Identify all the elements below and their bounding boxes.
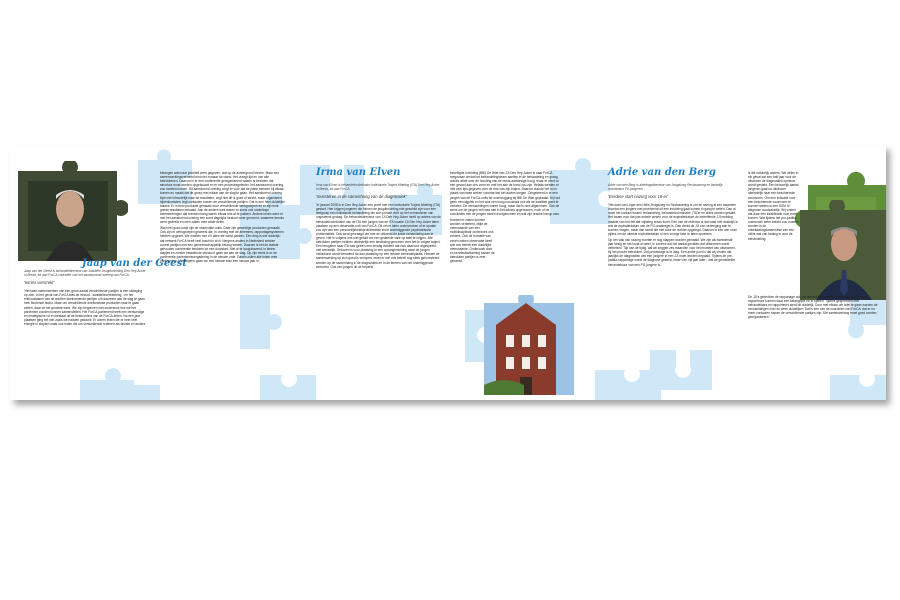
puzzle-piece-icon (240, 295, 282, 349)
column-6-bottom (748, 295, 878, 322)
puzzle-piece-icon (830, 375, 886, 400)
puzzle-piece-icon (80, 368, 134, 400)
puzzle-piece-icon (650, 350, 712, 390)
paragraph: Hoewel er zaken kunnen worden verbeterd, blijkt de meerwaarde van een multidisciplinair onderzoek ons evident. Ook de formatie van zeven weken observatie heeft wat ons betreft een duidelijke meerwaarde. Onderzoek door en kennisuitwisseling tussen de betrokken partijen is zeer gewenst.' (450, 218, 495, 263)
paragraph: 'Het laten samenwerken van een groot aantal verschillende partijen is een uitdaging op zich. In het geval van ForCA was de inhoud - kwaliteitsverbetering - en het enthousiasme van de achtten deelnemende partijen om daarmee aan de slag te gaan heel bindende factor. Maar om verschillende doelbewuste producten naar te gaan zetten, daar zit het grootste werk. We zijn begonnen met onderzoek hoe we het parlement zouden kunnen samenstellen. Het ForCA-parlement heeft een leerkundige en strategische rol en bestaat uit de bestuurders van de ForCA-leden. Na een jaar plaatsen ging het niet zoals we hadden gedacht. Er waren leden die er heel veel energie in stopten maar ook leden die om verschillende redenen als druiste en andere (24, 289, 146, 326)
paragraph: 'Het doel van Leger des Heils Jeugdzorg en Reclassering is om de nazorg al zes maanden voordat een jongere met proefverlof uit een inrichting gaat komen in gang te zetten. Dan al moet het contact tussen reclassering, behandelcoördinator, ITA'er en cliënt worden gestart. Het kwam voor dat pas enkele weken voor de expiratiedatum de betreffende JJI melding maakte van het feit dat vrijlating eraan komt. Eén van de redenen is dat vaak niet duidelijk is wat de expiratiedatum van de PIJ-maatregel is. Dan denkt de JJI een verlenging aan te kunnen vragen, maar dan wordt die niet door de rechter opgelegd. Daarom is één van onze pijlers om de uiterste expiratiedatum in een vroege fase te laten opnemen. (608, 203, 738, 236)
intro-jaap: Jaap van der Geest is behandeldirecteur van Justitiële Jeugdinrichting Den Hey-Acker in Breda, tot aan ForCA voorzitter van het aanstuurend overleg van ForCA. (24, 269, 146, 278)
quote-irma: 'Investeren in de samenhang van de diagnostiek' (316, 194, 407, 200)
quote-jaap: 'Intrins verstrekt' (24, 280, 55, 286)
paragraph: 'In januari 2008 is in Den Hey-Acker een proef met een Individuele Traject Afdeling (ITA) gestart. Hier krijgen jongeren die binnen de jeugdinrichting niet geschikt zijn voor een leefgroep een individuele behandeling die zich primair richt op het verminderen van ongewenst gedrag. De behandeldirecteur van JJI Den Hey-Acker heeft op advies van de behandelcoördinator van de ITA één jongen van de ITA locatie JJI Den Hey-Acker laten plaatsen op een observatie-unit van ForCA. Dit om te laten onderzoeken of er sprake zou zijn van een persoonlijkheidsproblematiek en/of onderliggende psychiatrische problematiek. Ook werd gevraagd om met de uitkomst de juiste behandeling aan te geven. Het is volgens ons niet gelukt om een gedeelde visie op tafel te krijgen. Alle betrokken partijen hebben uiteindelijk een beslissing genomen over het te volgen traject. Een terugkeer naar ITA was gezien een ernstig incident dat zich daarvoor afgespeeld, niet wenselijk. Gekozen is voor plaatsing in een opvanginrichting waar de jongen individueel wordt benaderd tot aan plaatsing op een nieuwe behandelplaats. Hoewel de samenwerking op zich goed is verlopen, moet er wel ons betreft nog sterk geïnvesteerd worden op de samenhang in de diagnostiek en in de termen van het onderliggende werkveld. Ook een jongen uit de beperkt (316, 203, 441, 269)
intro-irma: Irma van Elven is behandelcoördinator Individuele Traject Afdeling (ITA) Den Hey-Acker in Breda, tot aan ForCA. (316, 183, 440, 192)
column-2 (160, 171, 285, 265)
paragraph: Wat heel goed loopt zijn de observatie-units. Daar zijn geweldige producten gemaakt. Ook zijn er werkgroepen geweest die, in overleg met de afnemers, rapportagesystemen hebben opgezet. We moeten met z'n allen die winst pakken. Eén ding is wel duidelijk: dat netwerk ForCA heeft veel kracht in zich. Nergens anders in Nederland werken zoveel partijen met een gemeenschappelijk belang samen. Daarom is het de laatste gehouden conferentie besloten tot een doorstart. Niet al te hoogdravend, in kleine stapjes en zonder belastende structuur gaan we aan de slag. Op zijn minst is er de conferentie parlementsvergadering in de nieuwe orde. Daarin zullen alle leden mee participeren. Verwolgens gaan we met nieuwe elan een nieuwe jaar in.' (160, 226, 284, 263)
column-6 (748, 171, 800, 243)
paragraph: Op het vlak van nazorg moeten er nog stappen worden gemaakt. We zijn als tweedehalf jaar bezig en het loopt al beter, in zoverre dat het aantal gevallen dat uitstromen wordt verbeterd. Tijd van de tijdig, dat wil zeggen zes maanden voor het moment van uitstromen, bij het proces betrokken. Dat percentage is te laag. Een ander punt is dat wij vinden dat jaarlijks de diagnostiek van een jongere in een JJI moet worden bepaald. Tijdens de pre-justitia-rapportage wordt de diagnose gesteld, maar vier, vijf jaar later - wat de gemiddelde behandelduur van een PIJ-jongere is - (608, 237, 736, 267)
quote-adrie: 'Eerdere start nazorg voor 18-er' (608, 194, 669, 200)
section-name-jaap: Jaap van der Geest (82, 258, 187, 269)
section-name-irma: Irma van Elven (316, 167, 401, 178)
paragraph: belangen was naar prioriteit werd gegeven, wat op de achtergrond bleven. Maar een samenwerkingsverband kent niet zomaar tot stand. Het vraagt tijd en van alle betrokkenen. Daarom is er een conferentie georganiseerd waarin is besloten dat structuur moet worden opgebouwd en er een procesbegeleider, het aansturend overleg, zou moeten komen. Dit aansturend overleg zorgt er voor dat de juiste mensen bij elkaar komen en maakt dat de groep met elkaar aan de slag te gaan. Het aansturend overleg kijkt niet inhoudelijk naar de resultaten, zegt niet dit is goed of slecht, maar organiseert bijeenkomsten, legt contacten tussen de verschillende partijen. Dat is een heel duidelijke balans. Er is best productie gemaakt door verschillende werkgroepen en er zijn echt goede resultaten behaald. Aan de andere kant waren er soms ook onderlinge belemmeringen dat mensen bang waren elkaar iets af te pakken. Andere keren werd er met het aansturend overleg een soort dagelijks bestuur weer gevormd, waarmee kennis werd gedeeld en men zaken mee wilde delen. (160, 171, 285, 225)
puzzle-piece-icon (260, 375, 316, 400)
brochure-spread (10, 145, 886, 400)
intro-adrie: Adrie van den Berg is afdelingsdirecteur van Jeugdzorg Reclassering en landelijk coördinator FU-jongeren (608, 183, 723, 192)
paragraph: is die natuurlijk anders. We willen in elk geval dat een half jaar voor de uitstroom de diagnostiek opnieuw wordt gesteld. Een behoorlijk aantal jongeren gaat na uitstroom uiteindelijk naar een beschermde woonvorm. Om een indicatie voor een beschermde woonvorm te kunnen stellen is een DSM IV diagnose noodzakelijk. Wij vinden dat daar een kwalificatie voor moet komen. Wat tijdens het pro-justitia-onderzoek beter belicht zou moeten worden is de ontwikkelingsanamnese van een cliënt wat van belang is voor de behandeling. (748, 171, 799, 241)
building-photo (484, 295, 574, 395)
section-name-adrie: Adrie van den Berg (608, 167, 716, 178)
paragraph: De JJI's gebruiken de rapportage ook om het behandelplan te maken, de pro-justitia-rapporteurs kunnen daar een belangrijke rol in spelen. Tijdens gesprekken met behandelaars en rapporteurs werd dit duidelijk. Door met elkaar om tafel te gaan worden de verwachtingen over en weer duidelijker. Dat is een van de voordelen van ForCA; dat er nu meer contacten tussen de verschillende partijen zijn. Die samenwerking moet goed worden georganiseerd.' (748, 295, 878, 320)
column-5 (608, 183, 738, 269)
paragraph: beveiligde inrichting (BBI) De Wiet van JJI Den Hey-Acker is naar ForCA toegezaan omdat het behandelingsteam aanliep in de behandeling en graag advies wilde over de houding van de reeds aanwezige hoog, maar er werd al een gevoel aan ons vorm en met het aan de hand zou zijn. Helaas werden er niet veel tips gegeven over de rest van zijn traject. Daarom duurde het nu in plaats van twee weken voorlaat wel het advies kregen. Omgekeerd is er een jongen van de ForCA-units ter overbrugging bij BBI De Wiet geplaatst. Hij had geen vervolgplek en het was een hoog noodzaak ons als de kwaliteit goed te vertalen. De verwachtingen waren hoog, maar dat is niet uitgekomen. Ook de wens om de jongen zelf was niet in het advies opgenomen, noch of de conclusies met de jongen waren doorgenomen en wat zijn reactie hierop was. (450, 171, 560, 216)
column-4 (450, 171, 560, 265)
portrait-photo-adrie (800, 200, 886, 300)
column-3 (316, 183, 441, 271)
puzzle-piece-icon (130, 385, 160, 400)
portrait-photo-jaap (18, 161, 128, 261)
column-1 (24, 269, 146, 328)
